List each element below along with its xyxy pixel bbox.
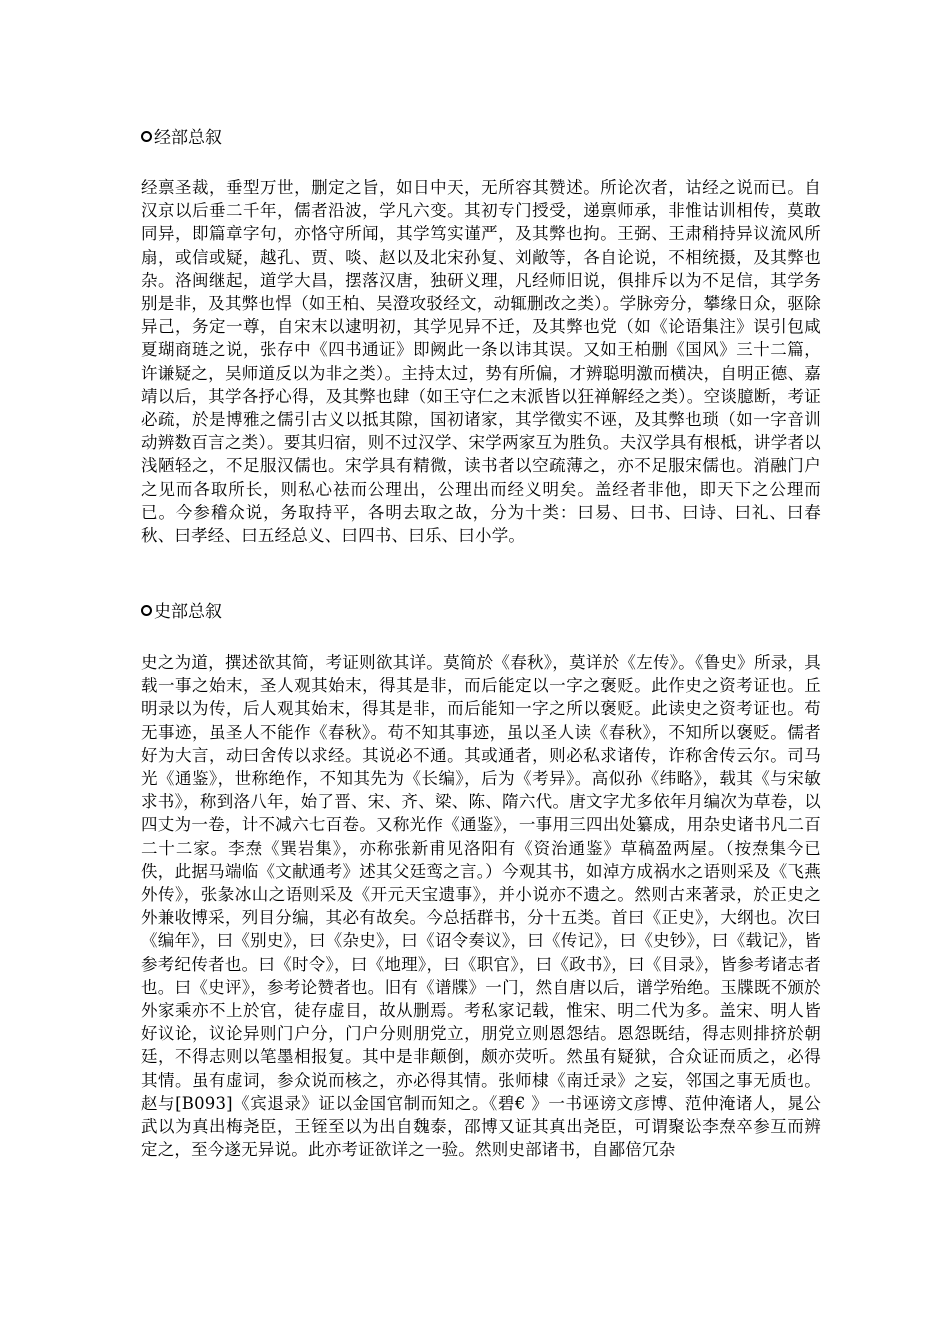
section-heading-text: 经部总叙 (154, 128, 222, 148)
section-body-jingbu: 经禀圣裁，垂型万世，删定之旨，如日中天，无所容其赞述。所论次者，诂经之说而已。自汉京以后垂二千年，儒者沿波，学凡六变。其初专门授受，递禀师承，非惟诂训相传，莫敢同异，即篇章字句，亦恪守所闻，其学笃实谨严，及其弊也拘。王弼、王肃稍持异议流风所扇，或信或疑，越孔、贾、啖、赵以及北宋孙复、刘敞等，各自论说，不相统摄，及其弊也杂。洛闽继起，道学大昌，摆落汉唐，独研义理，凡经师旧说，俱排斥以为不足信，其学务别是非，及其弊也悍（如王柏、吴澄攻驳经文，动辄删改之类）。学脉旁分，攀缘日众，驱除异己，务定一尊，自宋末以逮明初，其学见异不迁，及其弊也党（如《论语集注》误引包咸夏瑚商琏之说，张存中《四书通证》即阙此一条以讳其误。又如王柏删《国风》三十二篇，许谦疑之，吴师道反以为非之类）。主持太过，势有所偏，才辨聪明激而横决，自明正德、嘉靖以后，其学各抒心得，及其弊也肆（如王守仁之末派皆以狂禅解经之类）。空谈臆断，考证必疏，於是博雅之儒引古义以抵其隙，国初诸家，其学徵实不诬，及其弊也琐（如一字音训动辨数百言之类）。要其归宿，则不过汉学、宋学两家互为胜负。夫汉学具有根柢，讲学者以浅陋轻之，不足服汉儒也。宋学具有精微，读书者以空疏薄之，亦不足服宋儒也。消融门户之见而各取所长，则私心祛而公理出，公理出而经义明矣。盖经者非他，即天下之公理而已。今参稽众说，务取持平，各明去取之故，分为十类：曰易、曰书、曰诗、曰礼、曰春秋、曰孝经、曰五经总义、曰四书、曰乐、曰小学。 (141, 178, 821, 546)
section-heading-shibu (141, 602, 222, 622)
bullet-circle-icon (141, 131, 152, 142)
section-body-shibu: 史之为道，撰述欲其简，考证则欲其详。莫简於《春秋》，莫详於《左传》。《鲁史》所录，具载一事之始末，圣人观其始末，得其是非，而后能定以一字之褒贬。此作史之资考证也。丘明录以为传，后人观其始末，得其是非，而后能知一字之所以褒贬。此读史之资考证也。苟无事迹，虽圣人不能作《春秋》。苟不知其事迹，虽以圣人读《春秋》，不知所以褒贬。儒者好为大言，动曰舍传以求经。其说必不通。其或通者，则必私求诸传，诈称舍传云尔。司马光《通鉴》，世称绝作，不知其先为《长编》，后为《考异》。高似孙《纬略》，载其《与宋敏求书》，称到洛八年，始了晋、宋、齐、梁、陈、隋六代。唐文字尤多依年月编次为草卷，以四丈为一卷，计不减六七百卷。又称光作《通鉴》，一事用三四出处纂成，用杂史诸书凡二百二十二家。李焘《巽岩集》，亦称张新甫见洛阳有《资治通鉴》草稿盈两屋。（按焘集今已佚，此据马端临《文献通考》述其父廷鸾之言。）今观其书，如淖方成祸水之语则采及《飞燕外传》，张彖冰山之语则采及《开元天宝遗事》，并小说亦不遗之。然则古来著录，於正史之外兼收博采，列目分编，其必有故矣。今总括群书，分十五类。首曰《正史》，大纲也。次曰《编年》，曰《别史》，曰《杂史》，曰《诏令奏议》，曰《传记》，曰《史钞》，曰《载记》，皆参考纪传者也。曰《时令》，曰《地理》，曰《职官》，曰《政书》，曰《目录》，皆参考诸志者也。曰《史评》，参考论赞者也。旧有《谱牒》一门，然自唐以后，谱学殆绝。玉牒既不颁於外家乘亦不上於官，徒存虚目，故从删焉。考私家记载，惟宋、明二代为多。盖宋、明人皆好议论，议论异则门户分，门户分则朋党立，朋党立则恩怨结。恩怨既结，得志则排挤於朝廷，不得志则以笔墨相报复。其中是非颠倒，颇亦荧听。然虽有疑狱，合众证而质之，必得其情。虽有虚词，参众说而核之，亦必得其情。张师棣《南迁录》之妄，邻国之事无质也。赵与[B093]《宾退录》证以金国官制而知之。《碧€ 》一书诬谤文彦博、范仲淹诸人，晁公武以为真出梅尧臣，王铚至以为出自魏泰，邵博又证其真出尧臣，可谓聚讼李焘卒参互而辨定之，至今遂无异说。此亦考证欲详之一验。然则史部诸书，自鄙倍冗杂 (141, 653, 821, 1160)
section-heading-text: 史部总叙 (154, 602, 222, 622)
section-heading-jingbu (141, 128, 222, 148)
bullet-circle-icon (141, 605, 152, 616)
